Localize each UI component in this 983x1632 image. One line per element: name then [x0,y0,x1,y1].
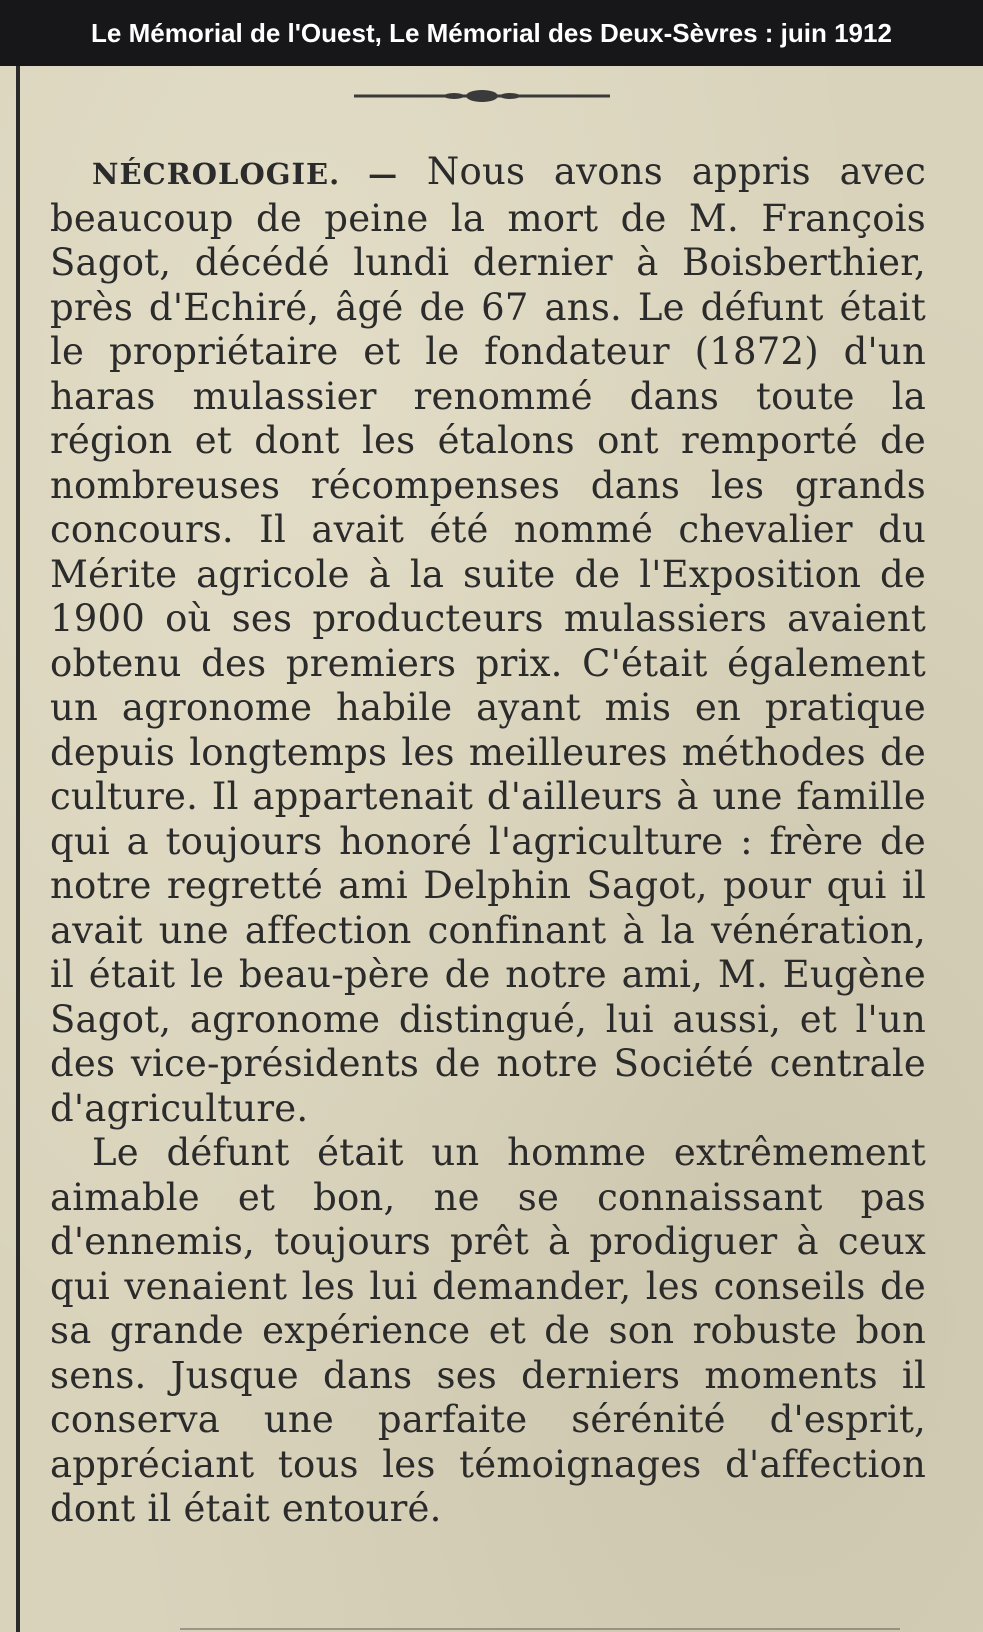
column-rule [16,66,20,1632]
newspaper-scan [0,66,983,1632]
page-title-bar [0,0,983,66]
obituary-article [50,150,926,1532]
page-title: Le Mémorial de l'Ouest, Le Mémorial des Deux-Sèvres : juin 1912 [91,18,892,48]
article-heading: NÉCROLOGIE. — [92,157,399,191]
article-paragraph-1 [50,150,926,1131]
ornament-divider-icon [354,86,610,106]
article-paragraph-2: Le défunt était un homme extrêmement aimable et bon, ne se connaissant pas d'ennemis, toujours prêt à prodiguer à ceux qui venaient les lui demander, les conseils de sa grande expérience et de son robuste bon sens. Jusque dans ses derniers moments il conserva une parfaite sérénité d'esprit, appréciant tous les témoignages d'affection dont il était entouré. [50,1131,926,1530]
bottom-rule [180,1628,900,1630]
article-paragraph-1-text: Nous avons appris avec beaucoup de peine la mort de M. François Sagot, décédé lundi dernier à Boisberthier, près d'Echiré, âgé de 67 ans. Le défunt était le propriétaire et le fondateur (1872) d'un haras mulassier renommé dans toute la région et dont les étalons ont remporté de nombreuses récompenses dans les grands concours. Il avait été nommé chevalier du Mérite agricole à la suite de l'Exposition de 1900 où ses producteurs mulassiers avaient obtenu des premiers prix. C'était également un agronome habile ayant mis en pratique depuis longtemps les meilleures méthodes de culture. Il appartenait d'ailleurs à une famille qui a toujours honoré l'agriculture : frère de notre regretté ami Delphin Sagot, pour qui il avait une affection confinant à la vénération, il était le beau-père de notre ami, M. Eugène Sagot, agronome distingué, lui aussi, et l'un des vice-présidents de notre Société centrale d'agriculture. [50,150,927,1130]
